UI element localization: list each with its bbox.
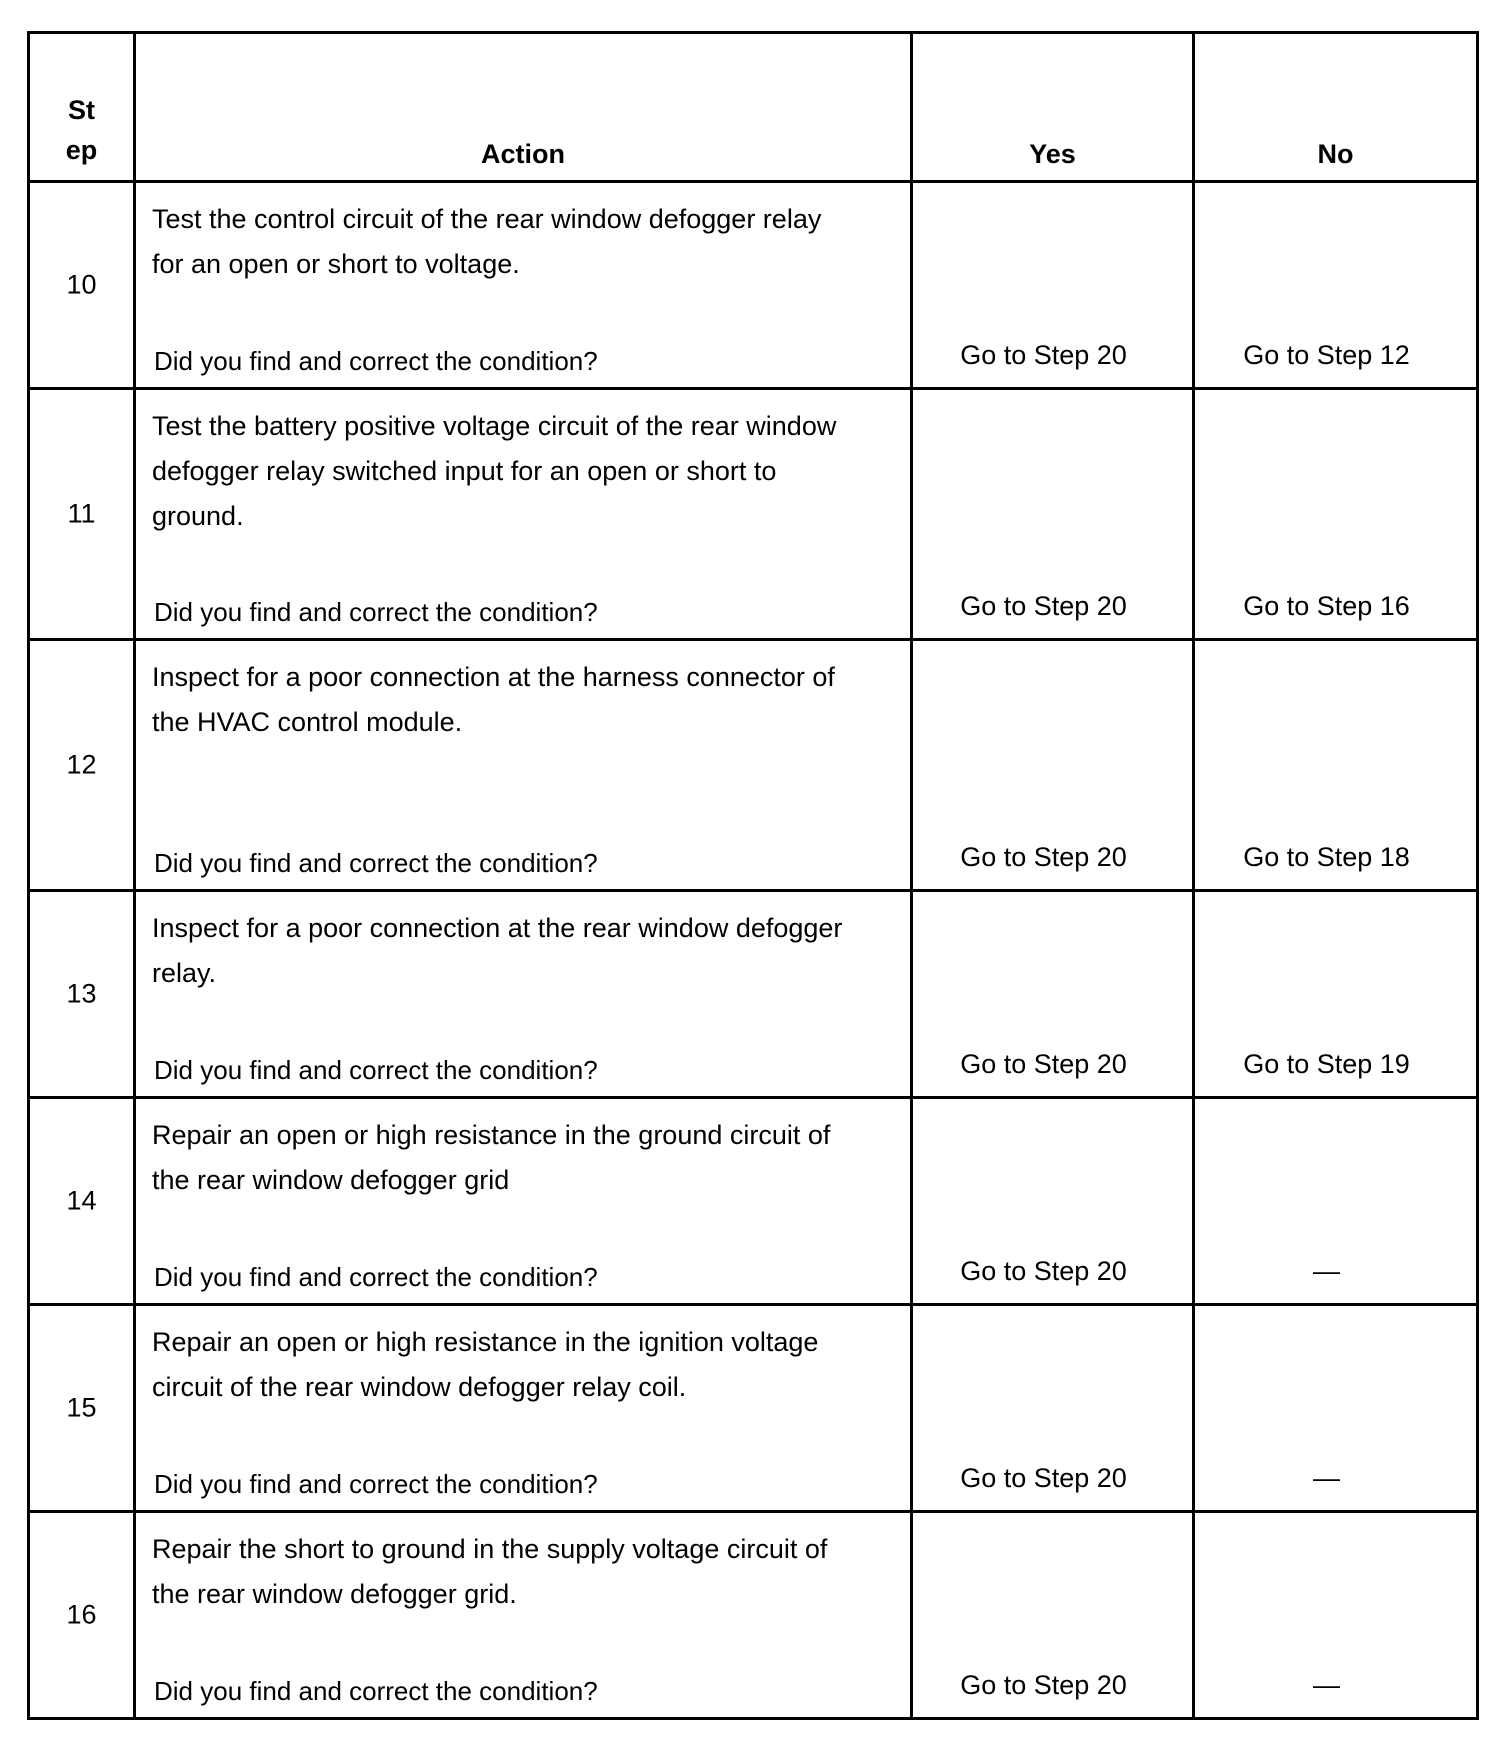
header-step-line1: St <box>68 95 95 125</box>
header-step <box>29 33 135 182</box>
no-cell <box>1194 182 1478 389</box>
action-question: Did you find and correct the condition? <box>154 1676 598 1706</box>
step-cell <box>29 182 135 389</box>
step-number: 15 <box>66 1392 97 1423</box>
no-cell <box>1194 891 1478 1098</box>
step-number: 14 <box>66 1185 97 1216</box>
action-cell <box>135 182 912 389</box>
step-cell <box>29 891 135 1098</box>
action-cell <box>135 640 912 891</box>
header-step-line2: ep <box>65 135 98 165</box>
header-no: No <box>1194 33 1478 182</box>
yes-result: Go to Step 20 <box>960 1256 1127 1286</box>
yes-result: Go to Step 20 <box>960 591 1127 621</box>
no-result: — <box>1313 1463 1340 1493</box>
step-number: 10 <box>66 269 97 300</box>
table-row <box>29 1098 1478 1305</box>
action-cell <box>135 891 912 1098</box>
diagnostic-table <box>27 31 1479 1720</box>
header-yes: Yes <box>912 33 1194 182</box>
action-question: Did you find and correct the condition? <box>154 1055 598 1085</box>
yes-result: Go to Step 20 <box>960 1049 1127 1079</box>
yes-cell <box>912 1305 1194 1512</box>
no-cell <box>1194 1098 1478 1305</box>
step-cell <box>29 1512 135 1719</box>
action-text: Repair the short to ground in the supply voltage circuit of the rear window defogger grid. <box>152 1534 828 1609</box>
table-row <box>29 389 1478 640</box>
table-header-row <box>29 33 1478 182</box>
yes-cell <box>912 389 1194 640</box>
step-cell <box>29 640 135 891</box>
table-row <box>29 891 1478 1098</box>
action-question: Did you find and correct the condition? <box>154 1469 598 1499</box>
step-number: 13 <box>66 978 97 1009</box>
table-row <box>29 1512 1478 1719</box>
yes-result: Go to Step 20 <box>960 1670 1127 1700</box>
yes-cell <box>912 1098 1194 1305</box>
action-text: Repair an open or high resistance in the ground circuit of the rear window defogger grid <box>152 1120 831 1195</box>
action-question: Did you find and correct the condition? <box>154 597 598 627</box>
yes-cell <box>912 182 1194 389</box>
yes-result: Go to Step 20 <box>960 842 1127 872</box>
step-number: 16 <box>66 1599 97 1630</box>
action-cell <box>135 1512 912 1719</box>
no-result: — <box>1313 1670 1340 1700</box>
table-row <box>29 182 1478 389</box>
yes-cell <box>912 640 1194 891</box>
no-cell <box>1194 640 1478 891</box>
step-number: 11 <box>67 498 96 529</box>
no-cell <box>1194 1305 1478 1512</box>
step-cell <box>29 389 135 640</box>
table-row <box>29 1305 1478 1512</box>
table-row <box>29 640 1478 891</box>
action-question: Did you find and correct the condition? <box>154 346 598 376</box>
yes-cell <box>912 1512 1194 1719</box>
action-text: Repair an open or high resistance in the ignition voltage circuit of the rear window defogger relay coil. <box>152 1327 819 1402</box>
action-text: Test the control circuit of the rear window defogger relay for an open or short to voltage. <box>152 204 822 279</box>
no-result: — <box>1313 1256 1340 1286</box>
action-text: Inspect for a poor connection at the harness connector of the HVAC control module. <box>152 662 835 737</box>
action-cell <box>135 1098 912 1305</box>
action-text: Test the battery positive voltage circuit of the rear window defogger relay switched input for an open or short to ground. <box>152 411 837 531</box>
no-result: Go to Step 18 <box>1243 842 1410 872</box>
action-cell <box>135 1305 912 1512</box>
header-action: Action <box>135 33 912 182</box>
yes-result: Go to Step 20 <box>960 1463 1127 1493</box>
no-result: Go to Step 19 <box>1243 1049 1410 1079</box>
no-cell <box>1194 1512 1478 1719</box>
step-number: 12 <box>66 749 97 780</box>
no-result: Go to Step 16 <box>1243 591 1410 621</box>
no-result: Go to Step 12 <box>1243 340 1410 370</box>
yes-result: Go to Step 20 <box>960 340 1127 370</box>
action-cell <box>135 389 912 640</box>
step-cell <box>29 1098 135 1305</box>
yes-cell <box>912 891 1194 1098</box>
step-cell <box>29 1305 135 1512</box>
action-question: Did you find and correct the condition? <box>154 848 598 878</box>
action-question: Did you find and correct the condition? <box>154 1262 598 1292</box>
no-cell <box>1194 389 1478 640</box>
action-text: Inspect for a poor connection at the rear window defogger relay. <box>152 913 843 988</box>
